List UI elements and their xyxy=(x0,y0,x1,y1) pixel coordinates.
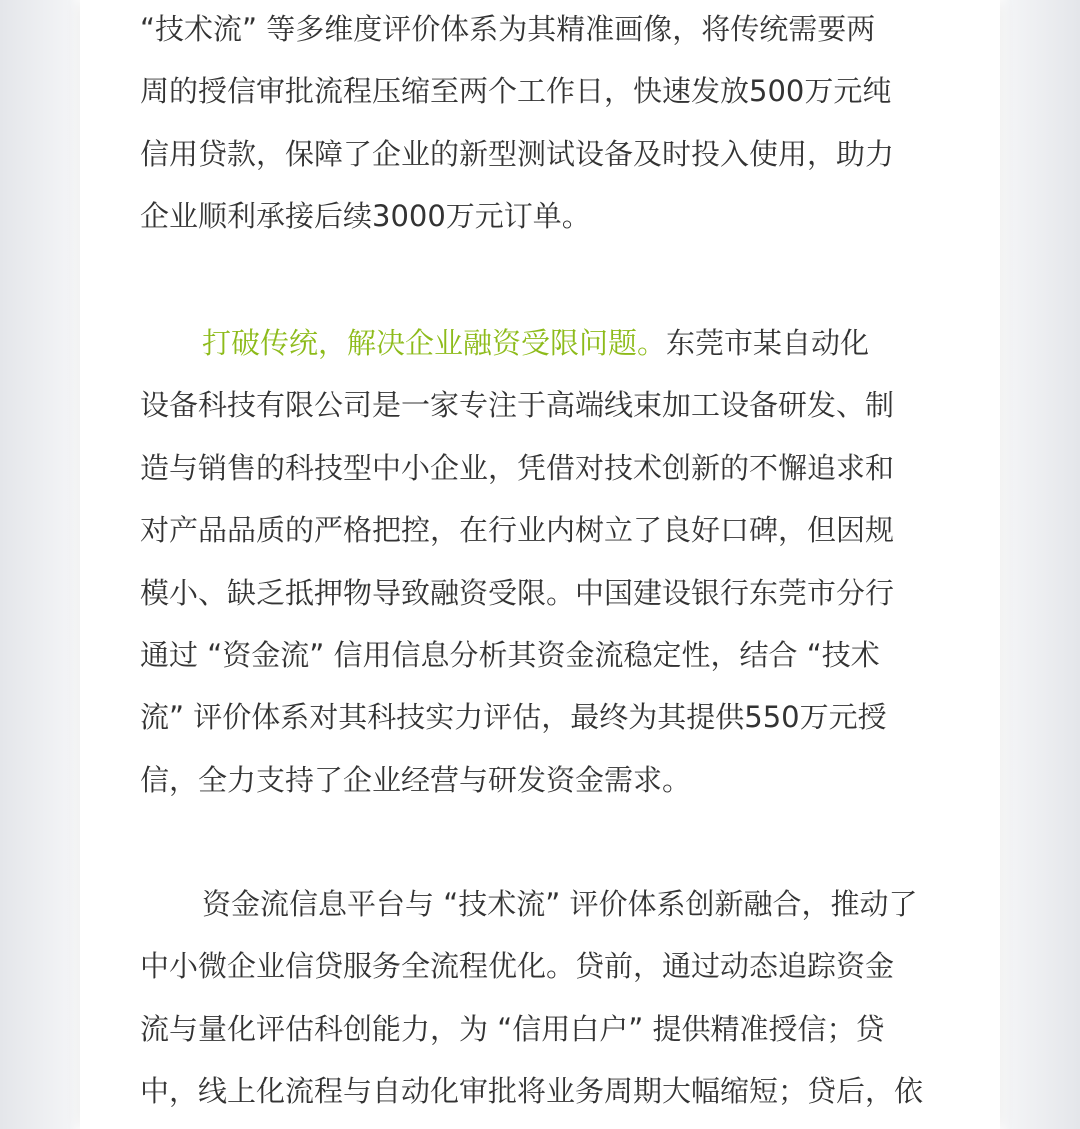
paragraph-3 xyxy=(140,873,940,1123)
text-line: 流与量化评估科创能力，为 “信用白户” 提供精准授信；贷 xyxy=(140,1011,885,1046)
text-line: 设备科技有限公司是一家专注于高端线束加工设备研发、制 xyxy=(140,388,895,423)
paragraph-1 xyxy=(140,0,940,248)
highlight-heading: 打破传统，解决企业融资受限问题。 xyxy=(202,326,667,360)
text-line: 信，全力支持了企业经营与研发资金需求。 xyxy=(140,762,692,797)
text-line: 流” 评价体系对其科技实力评估，最终为其提供550万元授 xyxy=(140,700,887,735)
text-line: “技术流” 等多维度评价体系为其精准画像，将传统需要两 xyxy=(140,12,876,46)
text-line: 对产品品质的严格把控，在行业内树立了良好口碑，但因规 xyxy=(140,513,895,548)
text-line xyxy=(140,312,940,374)
text-line: 资金流信息平台与 “技术流” 评价体系创新融合，推动了 xyxy=(202,887,918,921)
text-line: 企业顺利承接后续3000万元订单。 xyxy=(140,199,591,234)
text-run: 东莞市某自动化 xyxy=(666,326,870,360)
text-line: 造与销售的科技型中小企业，凭借对技术创新的不懈追求和 xyxy=(140,450,895,485)
text-line: 周的授信审批流程压缩至两个工作日，快速发放500万元纯 xyxy=(140,74,892,109)
text-line: 通过 “资金流” 信用信息分析其资金流稳定性，结合 “技术 xyxy=(140,637,880,672)
text-line: 信用贷款，保障了企业的新型测试设备及时投入使用，助力 xyxy=(140,136,895,171)
paragraph-2 xyxy=(140,312,940,811)
text-line: 中小微企业信贷服务全流程优化。贷前，通过动态追踪资金 xyxy=(140,949,895,984)
text-line: 模小、缺乏抵押物导致融资受限。中国建设银行东莞市分行 xyxy=(140,575,895,610)
text-line: 中，线上化流程与自动化审批将业务周期大幅缩短；贷后，依 xyxy=(140,1074,924,1109)
